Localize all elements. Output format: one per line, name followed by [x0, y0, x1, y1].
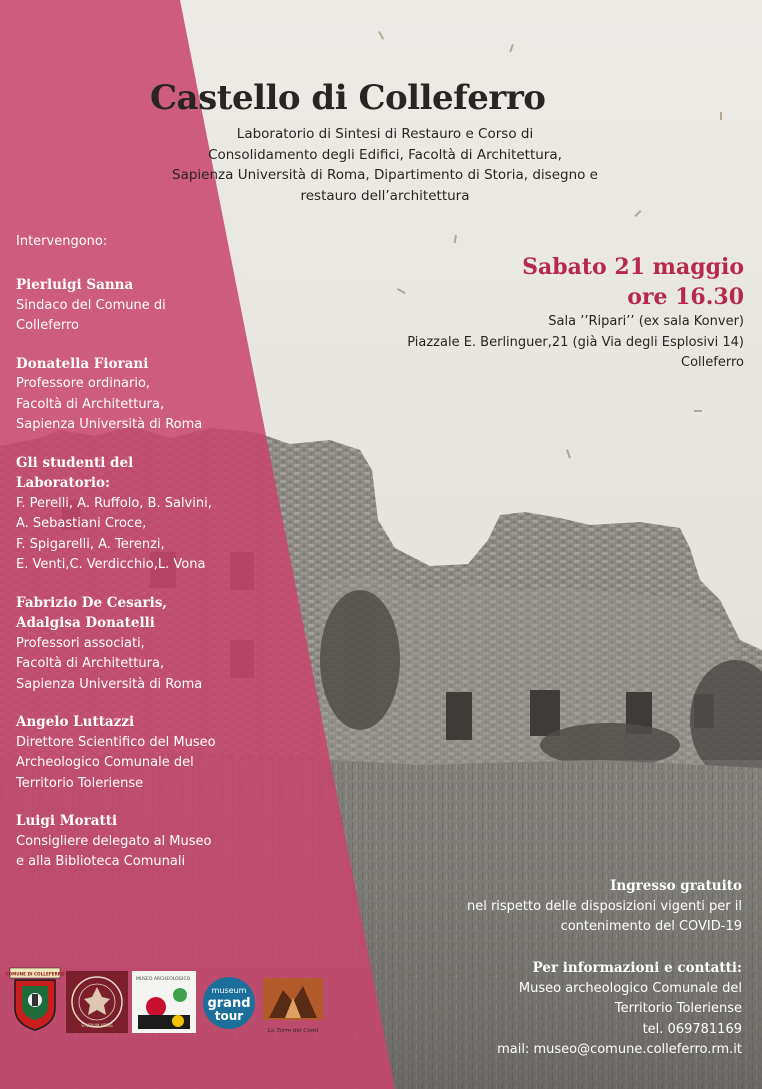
speaker-block — [16, 712, 276, 794]
speaker-block — [16, 593, 276, 696]
speaker-role: Sindaco del Comune di — [16, 297, 166, 313]
svg-text:grand: grand — [207, 996, 251, 1011]
subtitle-line: Consolidamento degli Edifici, Facoltà di Architettura, — [208, 146, 562, 163]
speaker-role: Facoltà di Architettura, — [16, 396, 165, 412]
speakers-column — [16, 234, 276, 890]
speaker-block — [16, 811, 276, 873]
contact-phone: tel. 069781169 — [642, 1021, 742, 1037]
torre-logo-icon — [263, 978, 323, 1036]
speaker-role: Archeologico Comunale del — [16, 755, 194, 770]
admission-line: nel rispetto delle disposizioni vigenti per il — [466, 898, 742, 914]
speaker-role: Colleferro — [16, 318, 79, 333]
admission-heading: Ingresso gratuito — [610, 878, 742, 894]
subtitle-line: restauro dell’architettura — [300, 187, 470, 204]
speaker-name: Adalgisa Donatelli — [16, 615, 155, 631]
svg-text:tour: tour — [214, 1009, 244, 1023]
speaker-name: Pierluigi Sanna — [16, 277, 134, 293]
speakers-intro: Intervengono: — [16, 234, 108, 249]
speaker-name: Fabrizio De Cesaris, — [16, 594, 167, 611]
speaker-role: A. Sebastiani Croce, — [16, 516, 147, 531]
svg-text:La Torre dei Conti: La Torre dei Conti — [267, 1028, 319, 1034]
event-details — [324, 252, 744, 374]
speaker-role: Professore ordinario, — [16, 376, 151, 391]
svg-text:MUSEO ARCHEOLOGICO: MUSEO ARCHEOLOGICO — [136, 977, 191, 982]
admission-info — [322, 876, 742, 938]
contact-line: Museo archeologico Comunale del — [518, 980, 742, 996]
speaker-name: Gli studenti del — [16, 454, 134, 471]
speaker-role: Professori associati, — [16, 635, 145, 651]
venue-line: Piazzale E. Berlinguer,21 (già Via degli Esplosivi 14) — [407, 334, 744, 350]
speaker-block — [16, 453, 276, 576]
admission-line: contenimento del COVID-19 — [560, 919, 742, 934]
event-date: Sabato 21 maggio — [522, 254, 744, 280]
speaker-role: E. Venti,C. Verdicchio,L. Vona — [16, 557, 206, 572]
contact-line: Territorio Toleriense — [614, 1001, 742, 1016]
speaker-role: Territorio Toleriense — [16, 775, 144, 791]
speaker-name: Donatella Fiorani — [16, 355, 149, 372]
svg-text:COMUNE DI COLLEFERRO: COMUNE DI COLLEFERRO — [5, 971, 65, 977]
speaker-block — [16, 354, 276, 436]
speaker-role: Facoltà di Architettura, — [16, 656, 165, 671]
subtitle-line: Sapienza Università di Roma, Dipartimento di Storia, disegno e — [172, 167, 598, 183]
poster-title: Castello di Colleferro — [150, 78, 546, 118]
speaker-role: F. Spigarelli, A. Terenzi, — [16, 536, 165, 552]
speaker-role: Sapienza Università di Roma — [16, 676, 203, 692]
subtitle — [150, 124, 620, 206]
crest-icon — [5, 968, 65, 1032]
venue-line: Sala ’’Ripari’’ (ex sala Konver) — [548, 314, 744, 329]
speaker-name: Angelo Luttazzi — [16, 714, 135, 730]
svg-text:STVDIVM VRBIS: STVDIVM VRBIS — [81, 1023, 113, 1028]
speaker-role: Sapienza Università di Roma — [16, 417, 203, 432]
speaker-name: Luigi Moratti — [16, 813, 118, 829]
grand-tour-logo-icon — [202, 976, 256, 1030]
sapienza-seal-icon — [66, 971, 128, 1033]
speaker-block — [16, 275, 276, 337]
event-time: ore 16.30 — [627, 284, 744, 310]
museum-logo-icon — [132, 971, 196, 1033]
speaker-role: Direttore Scientifico del Museo — [16, 734, 216, 750]
speaker-role: e alla Biblioteca Comunali — [16, 854, 186, 869]
contact-info — [322, 958, 742, 1061]
subtitle-line: Laboratorio di Sintesi di Restauro e Corso di — [236, 126, 534, 142]
contact-email: mail: museo@comune.colleferro.rm.it — [497, 1042, 742, 1057]
speaker-name: Laboratorio: — [16, 475, 111, 491]
speaker-role: Consigliere delegato al Museo — [16, 833, 212, 849]
speaker-role: F. Perelli, A. Ruffolo, B. Salvini, — [16, 495, 212, 511]
venue-line: Colleferro — [681, 355, 744, 370]
svg-text:museum: museum — [211, 986, 247, 995]
contact-heading: Per informazioni e contatti: — [532, 960, 742, 976]
